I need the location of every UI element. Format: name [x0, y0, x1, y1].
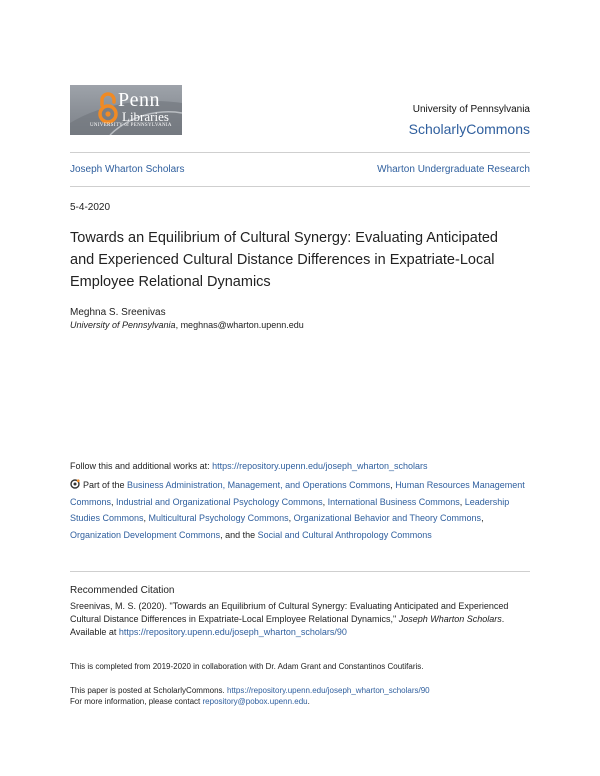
contact-line	[70, 696, 430, 707]
divider-nav	[70, 186, 530, 187]
logo-penn-text: Penn	[118, 89, 160, 111]
publication-date: 5-4-2020	[70, 202, 111, 213]
divider-citation	[70, 571, 530, 572]
posted-text: This paper is posted at ScholarlyCommons.	[70, 686, 227, 695]
commons-link-industrial-organizational-psychology[interactable]: Industrial and Organizational Psychology Commons	[116, 496, 323, 507]
part-of-prefix: Part of the	[83, 480, 128, 490]
logo-libraries-text: Libraries	[122, 109, 169, 124]
open-access-icon	[96, 91, 120, 125]
commons-link-leadership-studies[interactable]: Leadership Studies Commons	[70, 496, 510, 524]
part-of-disciplines: Part of the Business Administration, Management, and Operations Commons, Human Resources Management Commons, Industrial and Organizational Psychology Commons, International Business Commons, Leadership Studies Commons, Multicultural Psychology Commons, Organizational Behavior and Theory Commons, Organization Development Commons, and the Social and Cultural Anthropology Commons	[70, 480, 525, 540]
posted-line	[70, 685, 430, 696]
joseph-wharton-scholars-link[interactable]: Joseph Wharton Scholars	[70, 164, 185, 175]
contact-end: .	[307, 697, 310, 706]
penn-libraries-logo[interactable]	[70, 85, 182, 135]
part-of-and: , and the	[220, 529, 258, 540]
divider-top	[70, 152, 530, 153]
commons-link-human-resources[interactable]: Human Resources Management Commons	[70, 480, 525, 507]
posted-url-link[interactable]: https://repository.upenn.edu/joseph_wharton_scholars/90	[226, 686, 430, 695]
author-email: , meghnas@wharton.upenn.edu	[175, 320, 304, 330]
commons-link-organizational-behavior[interactable]: Organizational Behavior and Theory Commons	[293, 513, 482, 524]
commons-link-multicultural-psychology[interactable]: Multicultural Psychology Commons	[148, 513, 289, 524]
scholarly-commons-link[interactable]: ScholarlyCommons	[408, 121, 530, 137]
follow-url-link[interactable]: https://repository.upenn.edu/joseph_wharton_scholars	[212, 461, 428, 471]
commons-link-international-business[interactable]: International Business Commons	[327, 496, 460, 507]
affiliation-name: University of Pennsylvania	[70, 320, 176, 330]
university-name: University of Pennsylvania	[412, 104, 530, 115]
wharton-undergraduate-research-link[interactable]: Wharton Undergraduate Research	[377, 164, 530, 175]
posted-info	[70, 685, 430, 707]
commons-link-social-cultural-anthropology[interactable]: Social and Cultural Anthropology Commons	[257, 529, 432, 540]
contact-email-link[interactable]: repository@pobox.upenn.edu	[202, 697, 308, 706]
author-name: Meghna S. Sreenivas	[70, 307, 166, 318]
citation-url-link[interactable]: https://repository.upenn.edu/joseph_wharton_scholars/90	[118, 627, 347, 637]
author-affiliation	[70, 320, 304, 330]
network-commons-icon	[70, 479, 80, 489]
follow-text: Follow this and additional works at:	[70, 461, 213, 471]
paper-title: Towards an Equilibrium of Cultural Synergy: Evaluating Anticipated and Experienced Cultural Distance Differences in Expatriate-Local Employee Relational Dynamics	[70, 230, 498, 290]
completion-note: This is completed from 2019-2020 in collaboration with Dr. Adam Grant and Constantinos Coutifaris.	[70, 662, 424, 671]
contact-text: For more information, please contact	[70, 697, 203, 706]
commons-link-organization-development[interactable]: Organization Development Commons	[70, 529, 221, 540]
recommended-citation-heading: Recommended Citation	[70, 585, 175, 596]
citation-text	[70, 600, 530, 639]
citation-journal: Joseph Wharton Scholars	[398, 614, 502, 624]
follow-line	[70, 461, 428, 471]
citation-available: . Available at	[70, 614, 505, 637]
logo-university-text: UNIVERSITY of PENNSYLVANIA	[90, 123, 172, 128]
commons-link-business-administration[interactable]: Business Administration, Management, and Operations Commons	[127, 480, 391, 490]
citation-main: Sreenivas, M. S. (2020). "Towards an Equilibrium of Cultural Synergy: Evaluating Anticipated and Experienced Cultural Distance Differences in Expatriate-Local Employee Relational Dynamics,"	[70, 601, 509, 624]
